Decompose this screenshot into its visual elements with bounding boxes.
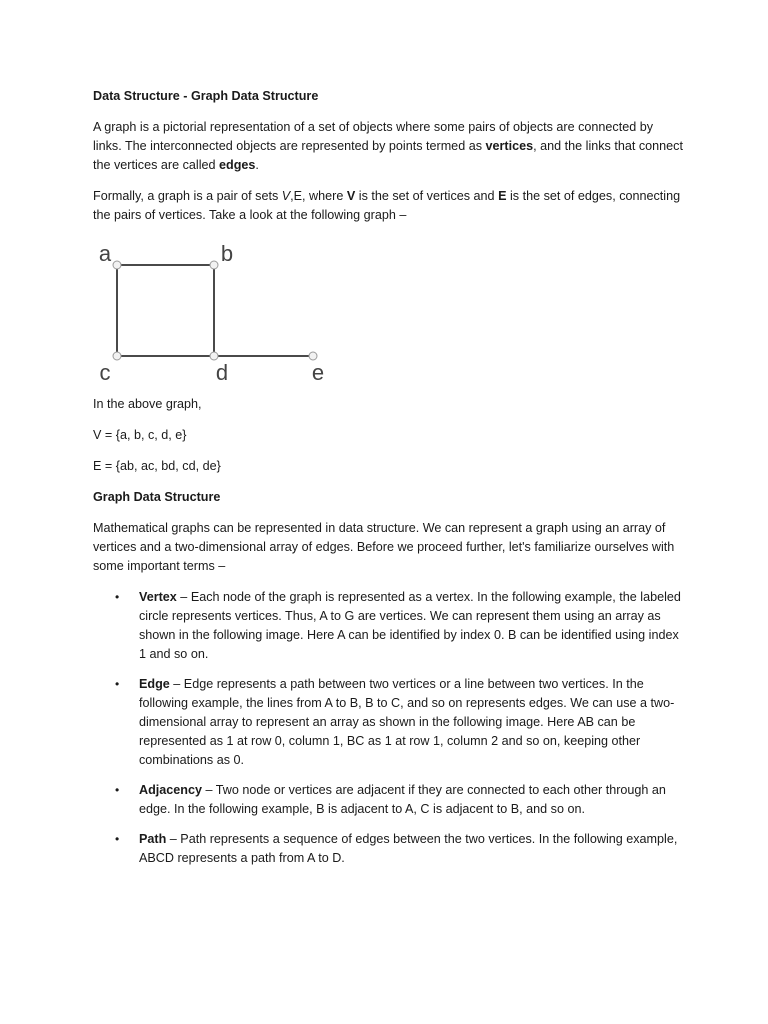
intro-text-1: A graph is a pictorial representation of a set of objects where some pairs of objects are connected by links. The interconnected objects are represented by points termed as (93, 120, 654, 153)
vertex-set: V = {a, b, c, d, e} (93, 428, 187, 442)
graph-vertex-label-d: d (215, 360, 229, 385)
terms-list (93, 588, 683, 868)
intro-paragraph (93, 118, 683, 175)
document-page (93, 87, 683, 879)
edge-set: E = {ab, ac, bd, cd, de} (93, 459, 221, 473)
graph-vertex-label-b: b (220, 241, 234, 266)
document-title: Data Structure - Graph Data Structure (93, 89, 319, 103)
graph-vertex-d (210, 352, 218, 360)
term-label: Edge (139, 677, 170, 691)
graph-vertex-label-c: c (99, 360, 111, 385)
section-intro-paragraph: Mathematical graphs can be represented in data structure. We can represent a graph using an array of vertices and a two-dimensional array of edges. Before we proceed further, let's familiarize ourselves with some important terms – (93, 521, 675, 573)
term-vertices: vertices (485, 139, 534, 153)
term-label: Adjacency (139, 783, 202, 797)
formal-text-4: is the set of edges, connecting the pairs of vertices. Take a look at the following graph – (93, 189, 681, 222)
bullet-icon: • (115, 590, 120, 604)
term-description: – Two node or vertices are adjacent if they are connected to each other through an edge. In the following example, B is adjacent to A, C is adjacent to B, and so on. (139, 783, 666, 816)
formal-text-1: Formally, a graph is a pair of sets (93, 189, 282, 203)
formal-text-3: is the set of vertices and (355, 189, 499, 203)
formal-bold-v: V (346, 189, 356, 203)
graph-vertex-a (113, 261, 121, 269)
graph-vertex-label-a: a (98, 241, 112, 266)
term-item-path (93, 830, 683, 868)
term-label: Vertex (139, 590, 177, 604)
formal-bold-e: E (498, 189, 507, 203)
intro-text-3: . (255, 158, 259, 172)
graph-vertex-c (113, 352, 121, 360)
above-graph-text: In the above graph, (93, 397, 202, 411)
bullet-icon: • (115, 832, 120, 846)
term-edges: edges (219, 158, 256, 172)
term-item-adjacency (93, 781, 683, 819)
bullet-icon: • (115, 783, 120, 797)
section-heading: Graph Data Structure (93, 490, 221, 504)
graph-vertex-b (210, 261, 218, 269)
formal-text-2: ,E, where (290, 189, 347, 203)
formal-italic-v: V (281, 189, 291, 203)
term-item-edge (93, 675, 683, 770)
formal-definition-paragraph (93, 187, 683, 225)
graph-vertex-label-e: e (311, 360, 325, 385)
term-description: – Edge represents a path between two vertices or a line between two vertices. In the following example, the lines from A to B, B to C, and so on represents edges. We can use a two-dimensional array to represent an array as shown in the following image. Here AB can be represented as 1 at row 0, column 1, BC as 1 at row 1, column 2 and so on, keeping other combinations as 0. (139, 677, 675, 767)
term-item-vertex (93, 588, 683, 664)
graph-vertex-e (309, 352, 317, 360)
bullet-icon: • (115, 677, 120, 691)
term-label: Path (139, 832, 167, 846)
graph-diagram (85, 237, 345, 387)
term-description: – Each node of the graph is represented as a vertex. In the following example, the labeled circle represents vertices. Thus, A to G are vertices. We can represent them using an array as shown in the following image. Here A can be identified by index 0. B can be identified using index 1 and so on. (139, 590, 681, 661)
term-description: – Path represents a sequence of edges between the two vertices. In the following example, ABCD represents a path from A to D. (139, 832, 678, 865)
intro-text-2: , and the links that connect the vertices are called (93, 139, 683, 172)
graph-figure (85, 237, 345, 387)
